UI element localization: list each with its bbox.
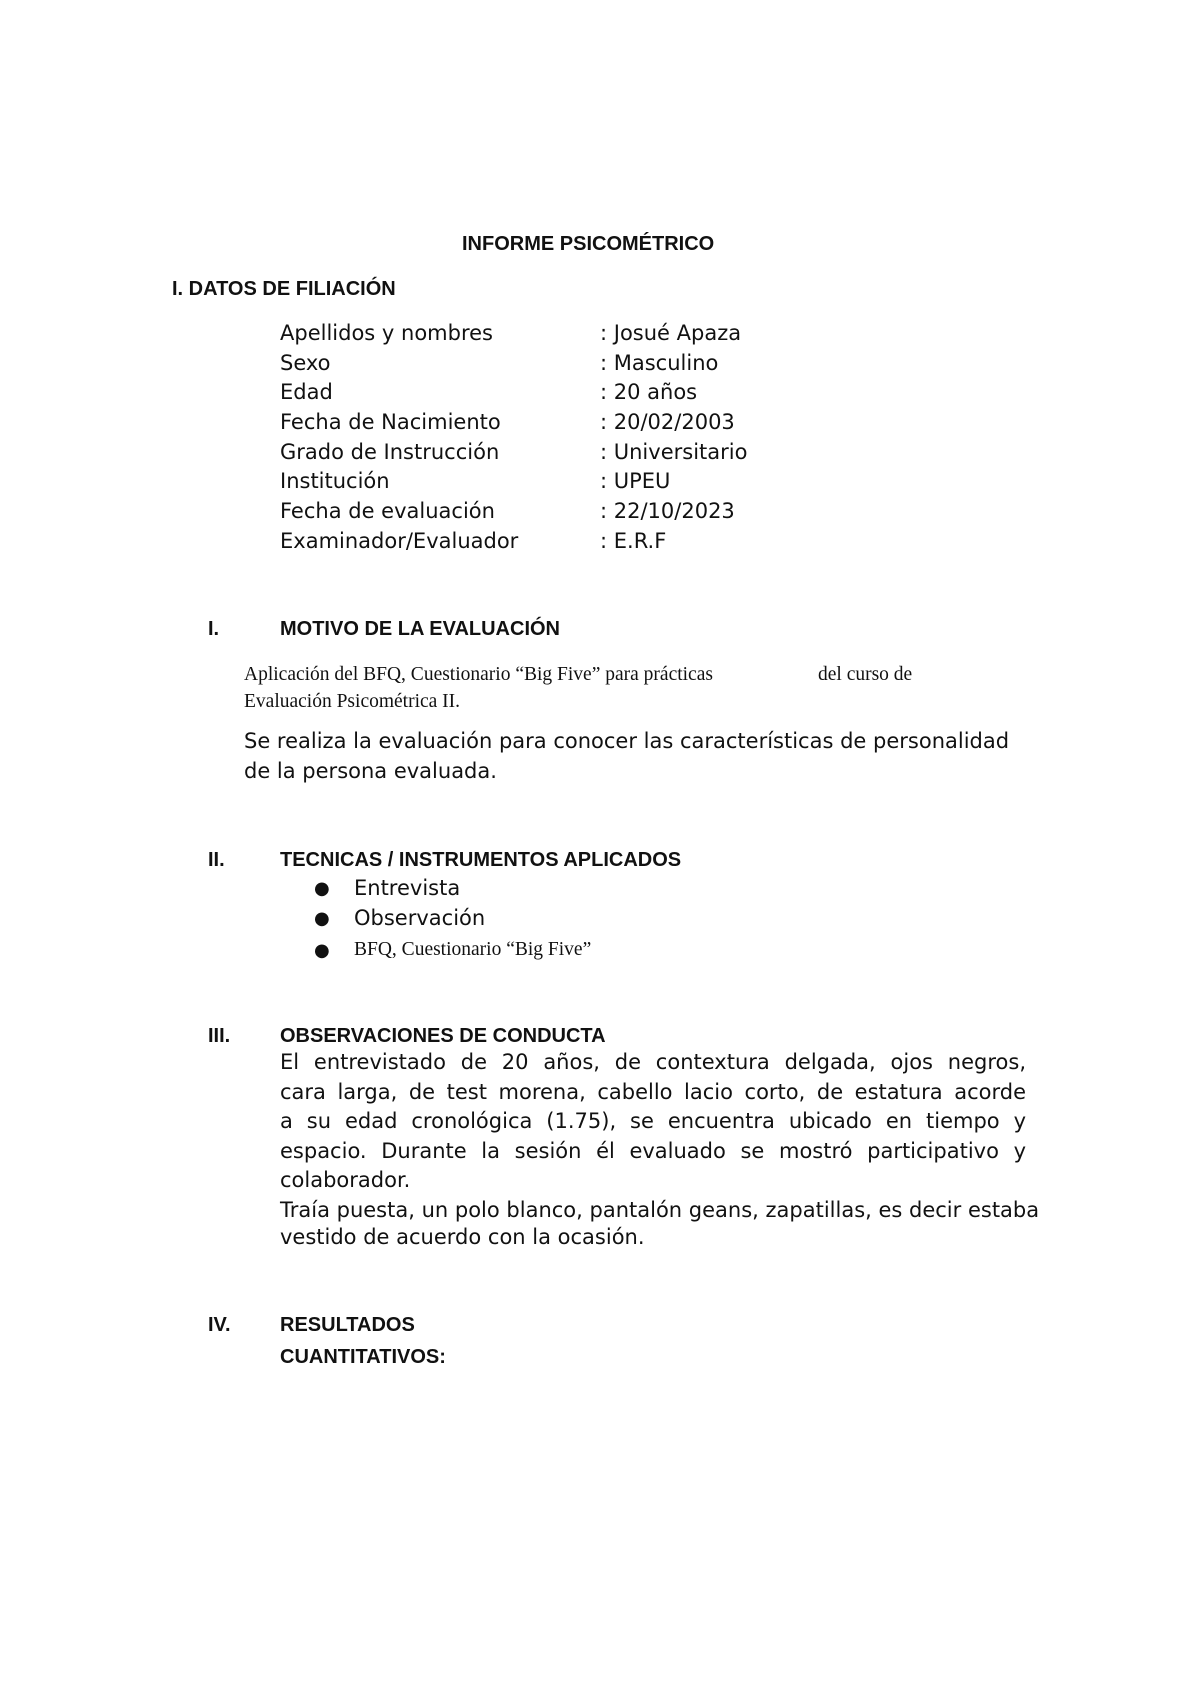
field-value: : E.R.F — [600, 528, 667, 553]
field-value: : Masculino — [600, 350, 719, 375]
field-label: Edad — [280, 380, 333, 405]
field-label: Sexo — [280, 350, 331, 375]
section-heading-resultados: RESULTADOS — [280, 1314, 415, 1336]
list-item-label: BFQ, Cuestionario “Big Five” — [354, 939, 592, 960]
filiacion-fields — [280, 318, 747, 556]
list-item-label: Observación — [354, 906, 486, 930]
field-row — [280, 377, 747, 407]
observaciones-line: cara larga, de test morena, cabello lacio corto, de estatura acorde — [280, 1079, 1026, 1104]
observaciones-line: vestido de acuerdo con la ocasión. — [280, 1225, 645, 1249]
observaciones-line: a su edad cronológica (1.75), se encuentra ubicado en tiempo y — [280, 1109, 1026, 1133]
section-number-observaciones: III. — [208, 1025, 231, 1047]
field-value: : 20 años — [600, 380, 698, 405]
observaciones-line: Traía puesta, un polo blanco, pantalón geans, zapatillas, es decir estaba — [280, 1197, 1040, 1222]
list-item — [314, 903, 591, 933]
motivo-paragraph-line-1: Se realiza la evaluación para conocer las características de personalidad — [244, 729, 1010, 753]
field-label: Institución — [280, 469, 390, 494]
field-label: Fecha de evaluación — [280, 498, 495, 523]
bullet-icon: ● — [314, 877, 330, 899]
observaciones-paragraph — [280, 1048, 1040, 1250]
list-item — [314, 873, 591, 903]
field-label: Fecha de Nacimiento — [280, 409, 501, 434]
field-label: Examinador/Evaluador — [280, 528, 519, 553]
motivo-line-1-end: del curso de — [818, 664, 913, 685]
section-heading-filiacion: I. DATOS DE FILIACIÓN — [172, 278, 396, 300]
section-heading-observaciones: OBSERVACIONES DE CONDUCTA — [280, 1025, 606, 1047]
section-heading-resultados-line-2: CUANTITATIVOS: — [280, 1346, 446, 1368]
field-row — [280, 526, 747, 556]
list-item — [314, 933, 591, 967]
section-heading-motivo: MOTIVO DE LA EVALUACIÓN — [280, 618, 560, 640]
field-value: : 20/02/2003 — [600, 409, 735, 434]
section-number-tecnicas: II. — [208, 849, 225, 871]
field-value: : Universitario — [600, 439, 748, 464]
observaciones-line: espacio. Durante la sesión él evaluado se mostró participativo y — [280, 1138, 1026, 1163]
tecnicas-list — [314, 873, 591, 967]
field-row — [280, 318, 747, 348]
observaciones-line: El entrevistado de 20 años, de contextura delgada, ojos negros, — [280, 1050, 1026, 1074]
field-label: Apellidos y nombres — [280, 320, 493, 345]
motivo-line-2: Evaluación Psicométrica II. — [244, 691, 461, 712]
document-title: INFORME PSICOMÉTRICO — [462, 233, 715, 255]
motivo-paragraph-line-2: de la persona evaluada. — [244, 759, 497, 783]
motivo-line-1: Aplicación del BFQ, Cuestionario “Big Five” para prácticas — [244, 664, 713, 685]
field-value: : Josué Apaza — [600, 320, 742, 345]
section-number-motivo: I. — [208, 618, 220, 640]
section-number-resultados: IV. — [208, 1314, 231, 1336]
field-row — [280, 407, 747, 437]
field-label: Grado de Instrucción — [280, 439, 500, 464]
list-item-label: Entrevista — [354, 876, 461, 900]
field-row — [280, 466, 747, 496]
field-value: : 22/10/2023 — [600, 498, 735, 523]
bullet-icon: ● — [314, 939, 330, 961]
bullet-icon: ● — [314, 907, 330, 929]
section-heading-tecnicas: TECNICAS / INSTRUMENTOS APLICADOS — [280, 849, 682, 871]
field-row — [280, 496, 747, 526]
observaciones-line: colaborador. — [280, 1168, 411, 1192]
field-row — [280, 348, 747, 378]
field-row — [280, 437, 747, 467]
field-value: : UPEU — [600, 469, 671, 494]
